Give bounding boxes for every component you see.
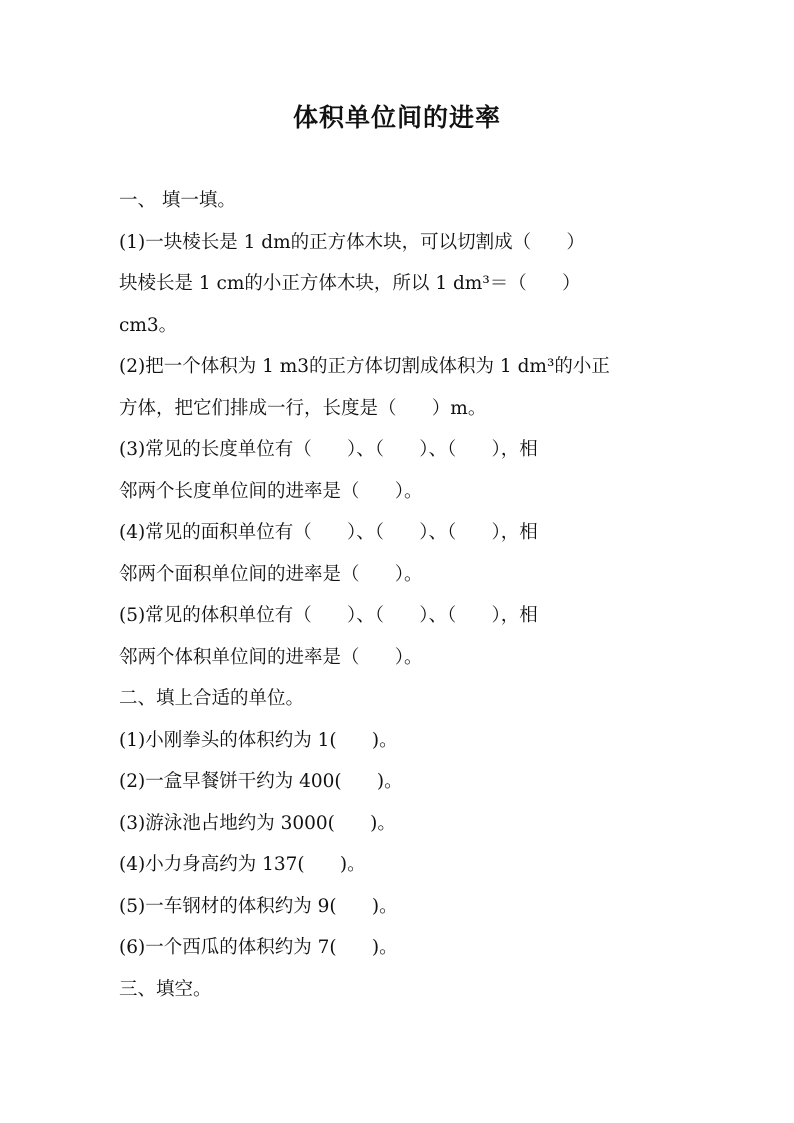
question-line: (6)一个西瓜的体积约为 7( )。 [119,937,398,958]
question-line: 邻两个面积单位间的进率是（ ）。 [119,563,423,585]
question-line: cm3。 [119,314,178,336]
question-line: (2)一盒早餐饼干约为 400( )。 [119,771,403,792]
section-heading-2: 二、填上合适的单位。 [119,688,305,709]
question-line: (1)一块棱长是 1 dm的正方体木块，可以切割成（ ） [119,231,585,253]
section-heading-1: 一、 填一填。 [119,190,236,211]
document-body [119,180,679,1010]
question-line: (3)常见的长度单位有（ ）、（ ）、（ ），相 [119,439,538,460]
question-line: (3)游泳池占地约为 3000( )。 [119,812,396,834]
question-line: (4)小力身高约为 137( )。 [119,854,366,875]
section-heading-3: 三、填空。 [119,978,212,1000]
question-line: (5)常见的体积单位有（ ）、（ ）、（ ），相 [119,605,538,626]
question-line: (2)把一个体积为 1 m3的正方体切割成体积为 1 dm³的小正 [119,356,610,377]
question-line: (5)一车钢材的体积约为 9( )。 [119,895,398,917]
document-title: 体积单位间的进率 [292,103,501,132]
question-line: 邻两个长度单位间的进率是（ ）。 [119,480,423,502]
question-line: 方体，把它们排成一行，长度是（ ）m。 [119,397,487,419]
question-line: (4)常见的面积单位有（ ）、（ ）、（ ），相 [119,522,538,543]
question-line: 块棱长是 1 cm的小正方体木块，所以 1 dm³＝（ ） [119,273,581,294]
question-line: (1)小刚拳头的体积约为 1( )。 [119,729,398,751]
question-line: 邻两个体积单位间的进率是（ ）。 [119,646,423,668]
